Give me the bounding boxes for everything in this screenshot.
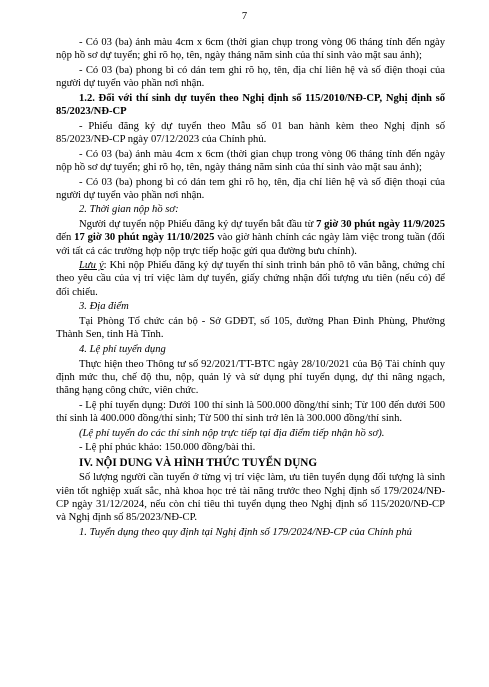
paragraph-fee-regulation: Thực hiện theo Thông tư số 92/2021/TT-BTC ngày 28/10/2021 của Bộ Tài chính quy định mức thu, chế độ thu, nộp, quản lý và sử dụng phí tuyển dụng, dự thi nâng ngạch, thăng hạng công chức, viên chức. [56, 358, 445, 397]
paragraph-photo-requirement-2: - Có 03 (ba) ảnh màu 4cm x 6cm (thời gian chụp trong vòng 06 tháng tính đến ngày nộp hồ sơ dự tuyển; ghi rõ họ, tên, ngày tháng năm sinh của thí sinh vào mặt sau ảnh); [56, 148, 445, 173]
paragraph-envelope-requirement: - Có 03 (ba) phong bì có dán tem ghi rõ họ, tên, địa chỉ liên hệ và số điện thoại của người dự tuyển vào phần nơi nhận. [56, 64, 445, 90]
submission-text-to: đến [56, 232, 75, 244]
paragraph-review-fee: - Lệ phí phúc khảo: 150.000 đồng/bài thi. [79, 442, 256, 454]
paragraph-submission-time [56, 218, 445, 258]
section-heading-iv: IV. NỘI DUNG VÀ HÌNH THỨC TUYỂN DỤNG [79, 456, 318, 469]
note-label: Lưu ý [79, 260, 104, 272]
note-text: : Khi nộp Phiếu đăng ký dự tuyển thí sinh trình bản phô tô văn bằng, chứng chỉ theo yêu cầu của vị trí việc làm dự tuyển, giấy chứng nhận đối tượng ưu tiên (nếu có) để đối chiếu. [56, 260, 445, 298]
paragraph-registration-form: - Phiếu đăng ký dự tuyển theo Mẫu số 01 ban hành kèm theo Nghị định số 85/2023/NĐ-CP ngày 07/12/2023 của Chính phủ. [56, 120, 445, 145]
paragraph-envelope-requirement-2: - Có 03 (ba) phong bì có dán tem ghi rõ họ, tên, địa chỉ liên hệ và số điện thoại của người dự tuyển vào phần nơi nhận. [56, 176, 445, 201]
heading-submission-time: 2. Thời gian nộp hồ sơ: [79, 204, 179, 216]
paragraph-recruitment-content: Số lượng người cần tuyển ở từng vị trí việc làm, ưu tiên tuyển dụng đối tượng là sinh viên tốt nghiệp xuất sắc, nhà khoa học trẻ tài năng trước theo Nghị định số 179/2024/NĐ-CP ngày 31/12/2024, nếu còn chỉ tiêu thì tuyển dụng theo Nghị định số 115/2020/NĐ-CP và Nghị định số 85/2023/NĐ-CP. [56, 472, 445, 523]
submission-text-start: Người dự tuyển nộp Phiếu đăng ký dự tuyển bắt đầu từ [79, 219, 317, 231]
document-body [56, 36, 445, 540]
heading-1-2: 1.2. Đối với thí sinh dự tuyển theo Nghị định số 115/2010/NĐ-CP, Nghị định số 85/2023/NĐ-CP [56, 92, 445, 118]
page-number: 7 [241, 11, 248, 22]
paragraph-fee-note: (Lệ phí tuyển do các thí sinh nộp trực tiếp tại địa điểm tiếp nhận hồ sơ). [79, 427, 385, 439]
submission-start-datetime: 7 giờ 30 phút ngày 11/9/2025 [316, 219, 446, 231]
paragraph-location: Tại Phòng Tổ chức cán bộ - Sở GDĐT, số 105, đường Phan Đình Phùng, Phường Thành Sen, tỉnh Hà Tĩnh. [56, 316, 445, 341]
submission-text-end: vào giờ hành chính các ngày làm việc trong tuần (đối với tất cả các trường hợp nộp trực tiếp hoặc gửi qua đường bưu chính). [56, 232, 445, 257]
heading-recruitment-decree-179: 1. Tuyển dụng theo quy định tại Nghị định số 179/2024/NĐ-CP của Chính phủ [79, 526, 412, 538]
paragraph-note [56, 259, 445, 299]
heading-location: 3. Địa điểm [79, 301, 129, 313]
submission-end-datetime: 17 giờ 30 phút ngày 11/10/2025 [74, 232, 215, 244]
paragraph-fee-amounts: - Lệ phí tuyển dụng: Dưới 100 thí sinh là 500.000 đồng/thí sinh; Từ 100 đến dưới 500 thí sinh là 400.000 đồng/thí sinh; Từ 500 thí sinh trở lên là 300.000 đồng/thí sinh. [56, 399, 445, 424]
heading-fees: 4. Lệ phí tuyển dụng [79, 343, 166, 355]
paragraph-photo-requirement: - Có 03 (ba) ảnh màu 4cm x 6cm (thời gian chụp trong vòng 06 tháng tính đến ngày nộp hồ sơ dự tuyển; ghi rõ họ, tên, ngày tháng năm sinh của thí sinh vào mặt sau ảnh); [56, 37, 445, 62]
